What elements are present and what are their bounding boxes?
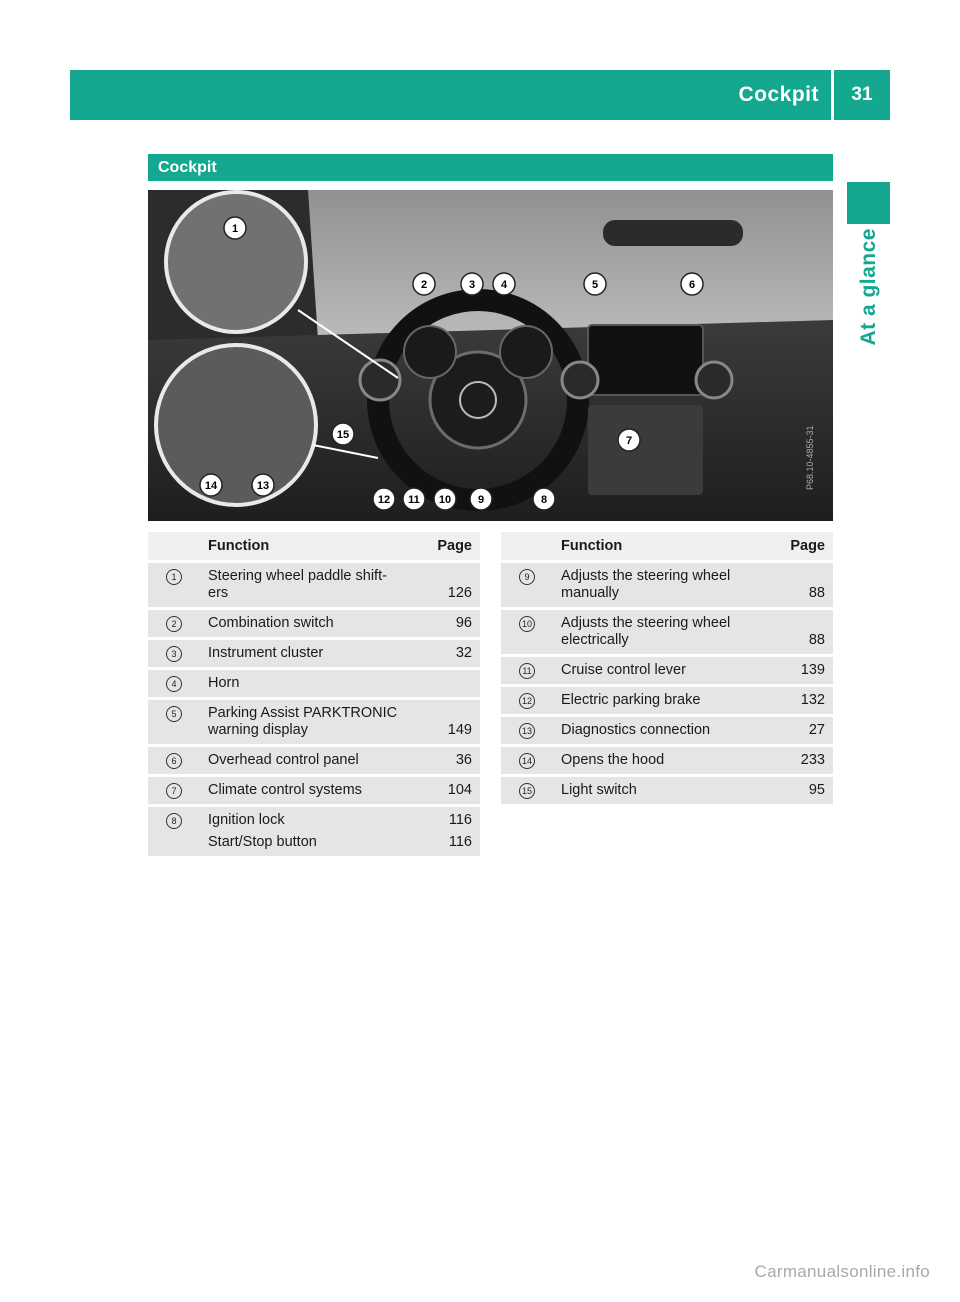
- callout-15: [332, 423, 354, 445]
- function-table-left: [148, 529, 480, 859]
- side-tab-label: At a glance: [857, 228, 880, 346]
- function-text: Adjusts the steering wheel: [561, 568, 731, 584]
- item-number: 1: [166, 569, 182, 585]
- callout-12: [373, 488, 395, 510]
- table-header-row: [501, 532, 833, 560]
- callout-label: 11: [408, 494, 420, 506]
- header-title: Cockpit: [738, 83, 819, 106]
- function-text: Cruise control lever: [561, 662, 686, 678]
- page-ref: 126: [424, 563, 480, 607]
- table-row: [501, 687, 833, 714]
- page-ref: 95: [777, 777, 833, 804]
- function-table-right: [501, 529, 833, 807]
- callout-13: [252, 474, 274, 496]
- table-header-row: [148, 532, 480, 560]
- page-ref: 27: [777, 717, 833, 744]
- callout-2: [413, 273, 435, 295]
- function-text: Opens the hood: [561, 752, 665, 768]
- page-ref: 88: [777, 610, 833, 654]
- callout-11: [403, 488, 425, 510]
- table-row: [501, 657, 833, 684]
- footer-watermark: Carmanualsonline.info: [754, 1262, 930, 1281]
- function-text: Parking Assist PARKTRONIC: [208, 705, 398, 721]
- callout-5: [584, 273, 606, 295]
- function-text: electrically: [561, 632, 629, 648]
- side-tab: [848, 228, 890, 458]
- callout-label: 1: [231, 223, 239, 235]
- column-header-function: Function: [200, 532, 424, 560]
- table-row: [501, 717, 833, 744]
- page-ref: 104: [424, 777, 480, 804]
- item-number: 10: [519, 616, 535, 632]
- callout-label: 13: [256, 480, 270, 492]
- section-header: [148, 154, 833, 181]
- section-title: Cockpit: [158, 158, 217, 176]
- callout-label: 14: [204, 480, 218, 492]
- column-header-page: Page: [424, 532, 480, 560]
- page-ref: 32: [424, 640, 480, 667]
- callout-label: 10: [438, 494, 452, 506]
- table-row: [148, 700, 480, 744]
- item-number: 2: [166, 616, 182, 632]
- function-text: Ignition lock: [208, 812, 285, 828]
- callout-10: [434, 488, 456, 510]
- callout-label: 7: [625, 435, 633, 447]
- table-row: [501, 563, 833, 607]
- page-ref: 116: [448, 812, 472, 828]
- callout-14: [200, 474, 222, 496]
- item-number: 15: [519, 783, 535, 799]
- function-text: Instrument cluster: [208, 645, 324, 661]
- figure-code: P68.10-4855-31: [805, 425, 815, 490]
- column-header-page: Page: [777, 532, 833, 560]
- page-ref: 132: [777, 687, 833, 714]
- item-number: 8: [166, 813, 182, 829]
- page-ref: 149: [424, 700, 480, 744]
- callout-label: 12: [377, 494, 391, 506]
- table-row: [148, 610, 480, 637]
- callout-label: 4: [500, 279, 508, 291]
- item-number: 5: [166, 706, 182, 722]
- page-ref: 96: [424, 610, 480, 637]
- item-number: 11: [519, 663, 535, 679]
- callout-label: 9: [477, 494, 485, 506]
- table-row: [148, 563, 480, 607]
- page-number: 31: [851, 84, 873, 105]
- table-row: [148, 640, 480, 667]
- function-text: warning display: [208, 722, 308, 738]
- function-text: Overhead control panel: [208, 752, 359, 768]
- table-row: [148, 670, 480, 697]
- function-text: Electric parking brake: [561, 692, 701, 708]
- page-ref: 116: [448, 834, 472, 850]
- callout-label: 5: [591, 279, 599, 291]
- function-text: Combination switch: [208, 615, 334, 631]
- side-tab-marker: [847, 182, 890, 224]
- callout-3: [461, 273, 483, 295]
- function-text: Horn: [208, 675, 240, 691]
- function-text: Steering wheel paddle shift-: [208, 568, 387, 584]
- item-number: 7: [166, 783, 182, 799]
- table-row: [148, 747, 480, 774]
- item-number: 4: [166, 676, 182, 692]
- callout-label: 6: [688, 279, 696, 291]
- table-row: [501, 610, 833, 654]
- item-number: 3: [166, 646, 182, 662]
- function-text: Diagnostics connection: [561, 722, 711, 738]
- callout-label: 3: [468, 279, 476, 291]
- cockpit-photo: [148, 190, 833, 521]
- function-text: Start/Stop button: [208, 834, 317, 850]
- table-row: [501, 777, 833, 804]
- page-ref: 88: [777, 563, 833, 607]
- function-text: ers: [208, 585, 229, 601]
- function-text: Adjusts the steering wheel: [561, 615, 731, 631]
- callout-label: 8: [540, 494, 548, 506]
- item-number: 13: [519, 723, 535, 739]
- table-row: [501, 747, 833, 774]
- callout-6: [681, 273, 703, 295]
- page-ref: 233: [777, 747, 833, 774]
- callout-label: 2: [420, 279, 428, 291]
- callout-9: [470, 488, 492, 510]
- callout-7: [618, 429, 640, 451]
- callout-8: [533, 488, 555, 510]
- item-number: 12: [519, 693, 535, 709]
- item-number: 14: [519, 753, 535, 769]
- table-row: [148, 777, 480, 804]
- item-number: 9: [519, 569, 535, 585]
- callout-label: 15: [336, 429, 350, 441]
- item-number: 6: [166, 753, 182, 769]
- callout-4: [493, 273, 515, 295]
- page-ref: [424, 670, 480, 697]
- table-row: [148, 807, 480, 856]
- page-ref: 139: [777, 657, 833, 684]
- column-header-function: Function: [553, 532, 777, 560]
- function-text: Light switch: [561, 782, 637, 798]
- page-ref: 36: [424, 747, 480, 774]
- function-text: manually: [561, 585, 620, 601]
- page-header-bar: [70, 70, 890, 120]
- function-text: Climate control systems: [208, 782, 362, 798]
- callout-1: [224, 217, 246, 239]
